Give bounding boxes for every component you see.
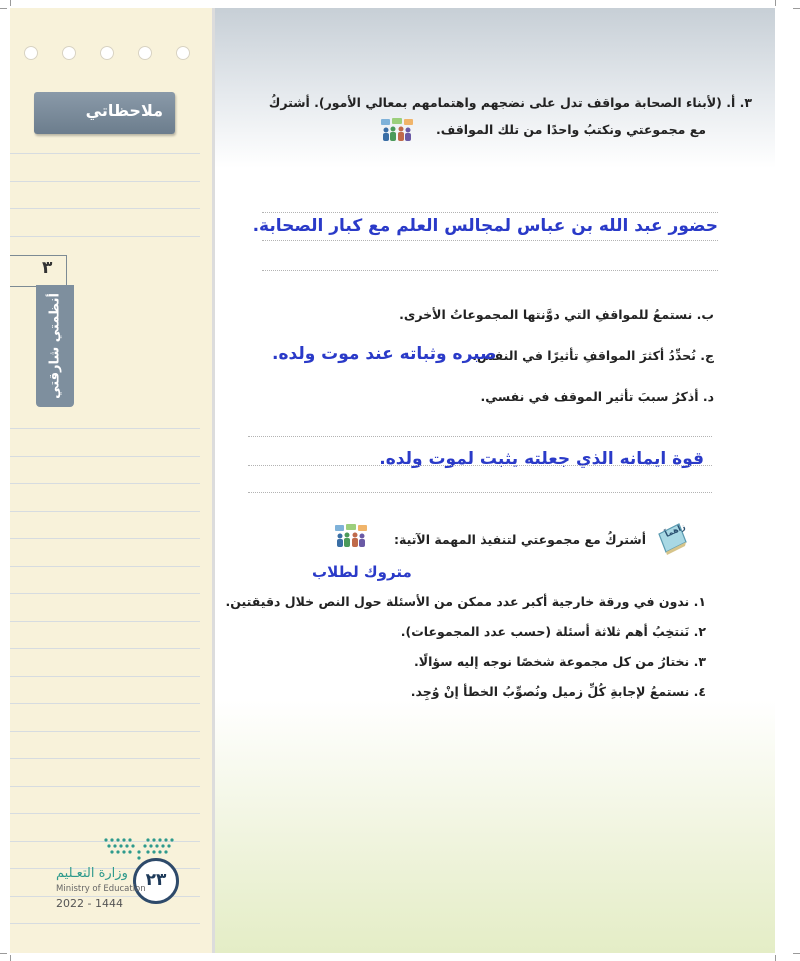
top-gradient: [215, 8, 775, 168]
binder-hole: [138, 46, 152, 60]
answer-line: [248, 436, 712, 437]
notes-rule-line: [10, 181, 200, 182]
notes-rule-line: [10, 786, 200, 787]
unit-number: ٣: [42, 258, 53, 278]
binder-hole: [24, 46, 38, 60]
edition-year: 2022 - 1444: [56, 897, 123, 910]
notes-rule-line: [10, 511, 200, 512]
notes-title-tab: [34, 92, 175, 134]
page-number-circle: [133, 858, 179, 904]
page-number: ٢٣: [145, 870, 167, 890]
notes-rule-line: [10, 621, 200, 622]
crop-mark: [0, 953, 7, 954]
crop-mark: [775, 0, 776, 6]
notes-rule-line: [10, 456, 200, 457]
binder-hole: [176, 46, 190, 60]
unit-title-strip: [36, 285, 74, 407]
notes-rule-line: [10, 703, 200, 704]
crop-mark: [0, 8, 7, 9]
notes-rule-line: [10, 428, 200, 429]
ministry-logo-icon: [98, 830, 190, 864]
notes-rule-line: [10, 813, 200, 814]
notes-rule-line: [10, 538, 200, 539]
notes-rule-line: [10, 676, 200, 677]
notes-rule-line: [10, 923, 200, 924]
notes-title: ملاحظاتي: [85, 101, 163, 120]
activity-step-2: ٢. نَنتخِبُ أهم ثلاثة أسئلة (حسب عدد المجموعات).: [400, 624, 706, 639]
notes-rule-line: [10, 236, 200, 237]
notes-rule-line: [10, 153, 200, 154]
crop-mark: [775, 955, 776, 961]
activity-step-3: ٣. نختارُ من كل مجموعة شخصًا نوجه إليه سؤالًا.: [414, 654, 706, 669]
unit-title: أنظمتي شارقتي: [47, 293, 63, 399]
activity-badge: زاهماً: [663, 521, 687, 540]
answer-line: [248, 465, 712, 466]
answer-line: [262, 212, 718, 213]
notes-rule-line: [10, 208, 200, 209]
binder-hole: [62, 46, 76, 60]
answer-line: [262, 240, 718, 241]
question-3-line1: ٣. أ. (لأبناء الصحابة مواقف تدل على نضجهم واهتمامهم بمعالي الأمور). أشتركُ: [268, 95, 752, 110]
teacher-note: متروك لطلاب: [312, 563, 412, 581]
crop-mark: [793, 8, 800, 9]
binder-hole: [100, 46, 114, 60]
activity-step-1: ١. ندون في ورقة خارجية أكبر عدد ممكن من الأسئلة حول النص خلال دقيقتين.: [225, 594, 706, 609]
unit-number-box: [10, 255, 67, 287]
answer-a: حضور عبد الله بن عباس لمجالس العلم مع كبار الصحابة.: [252, 216, 718, 236]
crop-mark: [10, 0, 11, 6]
notes-rule-line: [10, 566, 200, 567]
ministry-name-ar: وزارة التعـليم: [56, 866, 128, 881]
notes-rule-line: [10, 758, 200, 759]
activity-intro: أشتركُ مع مجموعتي لتنفيذ المهمة الآتية:: [394, 532, 646, 547]
activity-step-4: ٤. نستمعُ لإجابةِ كُلِّ زميل ونُصوِّبُ الخطأ إنْ وُجِد.: [410, 684, 706, 699]
answer-d: قوة ايمانه الذي جعلته يثبت لموت ولده.: [379, 449, 704, 469]
answer-line: [262, 270, 718, 271]
part-c: ج. نُحدِّدُ أكثرَ المواقفِ تأثيرًا في النفس.: [472, 348, 714, 363]
group-work-icon: [334, 524, 368, 548]
notes-column: [10, 8, 212, 953]
crop-mark: [793, 953, 800, 954]
part-d: د. أذكرُ سببَ تأثير الموقف في نفسي.: [480, 389, 714, 404]
notes-rule-line: [10, 593, 200, 594]
notes-rule-line: [10, 648, 200, 649]
question-3-line2: مع مجموعتي ونكتبُ واحدًا من تلك المواقف.: [435, 122, 706, 137]
notes-rule-line: [10, 483, 200, 484]
notes-rule-line: [10, 731, 200, 732]
part-b: ب. نستمعُ للمواقفِ التي دوَّنتها المجموعاتُ الأخرى.: [399, 307, 714, 322]
ministry-name-en: Ministry of Education: [56, 884, 146, 894]
group-work-icon: [380, 118, 414, 142]
crop-mark: [10, 955, 11, 961]
answer-line: [248, 492, 712, 493]
answer-c: صبره وثباته عند موت ولده.: [272, 344, 497, 364]
bottom-gradient: [215, 700, 775, 953]
